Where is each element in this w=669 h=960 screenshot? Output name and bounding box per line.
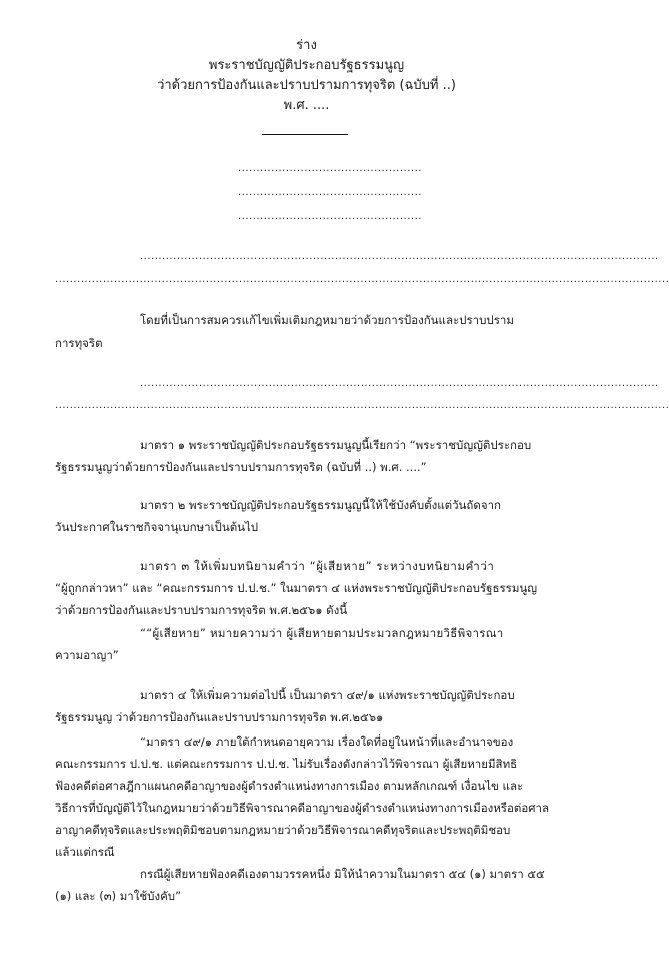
section-4-line: รัฐธรรมนูญ ว่าด้วยการป้องกันและปราบปรามการทุจริต พ.ศ.๒๕๖๑ (55, 710, 384, 724)
act-year: พ.ศ. .... (283, 98, 330, 113)
preamble-line: การทุจริต (55, 336, 103, 350)
section-49-1-line: วิธีการที่บัญญัติไว้ในกฎหมายว่าด้วยวิธีพิจารณาคดีอาญาของผู้ดำรงตำแหน่งทางการเมืองหรือต่อศาล (55, 801, 550, 815)
section-4-line: มาตรา ๔ ให้เพิ่มความต่อไปนี้ เป็นมาตรา ๔๙/๑ แห่งพระราชบัญญัติประกอบ (140, 688, 515, 702)
section-49-1-line: อาญาคดีทุจริตและประพฤติมิชอบตามกฎหมายว่าด้วยวิธีพิจารณาคดีทุจริตและประพฤติมิชอบ (55, 823, 511, 837)
dotted-line-wide: ....................................................................................................................................................................... (55, 400, 669, 411)
section-3-line: มาตรา ๓ ให้เพิ่มบทนิยามคำว่า “ผู้เสียหาย” ระหว่างบทนิยามคำว่า (140, 559, 495, 573)
definition-line: ความอาญา” (55, 648, 119, 662)
dotted-line-center: .................................................. (238, 187, 422, 198)
section-49-1-line: คณะกรรมการ ป.ป.ช. แต่คณะกรรมการ ป.ป.ช. ไม่รับเรื่องดังกล่าวไว้พิจารณา ผู้เสียหายมีสิทธิ (55, 757, 518, 771)
dotted-line-center: .................................................. (238, 211, 422, 222)
draft-label: ร่าง (296, 38, 317, 53)
dotted-line-wide: ............................................................................................................................................. (140, 251, 659, 262)
act-title: พระราชบัญญัติประกอบรัฐธรรมนูญ (208, 58, 405, 73)
section-2-line: มาตรา ๒ พระราชบัญญัติประกอบรัฐธรรมนูญนี้ให้ใช้บังคับตั้งแต่วันถัดจาก (140, 498, 501, 512)
dotted-line-center: .................................................. (238, 163, 422, 174)
preamble-line: โดยที่เป็นการสมควรแก้ไขเพิ่มเติมกฎหมายว่าด้วยการป้องกันและปราบปราม (140, 313, 514, 327)
section-49-1-line: “มาตรา ๔๙/๑ ภายใต้กำหนดอายุความ เรื่องใดที่อยู่ในหน้าที่และอำนาจของ (140, 735, 514, 749)
definition-line: ““ผู้เสียหาย” หมายความว่า ผู้เสียหายตามประมวลกฎหมายวิธีพิจารณา (140, 626, 504, 640)
section-2-line: วันประกาศในราชกิจจานุเบกษาเป็นต้นไป (55, 520, 259, 534)
section-49-1-line: แล้วแต่กรณี (55, 845, 115, 859)
act-subtitle: ว่าด้วยการป้องกันและปราบปรามการทุจริต (ฉบับที่ ..) (157, 78, 456, 93)
section-49-1-line: กรณีผู้เสียหายฟ้องคดีเองตามวรรคหนึ่ง มิให้นำความในมาตรา ๕๔ (๑) มาตรา ๕๕ (140, 867, 545, 881)
dotted-line-wide: ....................................................................................................................................................................... (55, 274, 669, 285)
section-1-line: รัฐธรรมนูญว่าด้วยการป้องกันและปราบปรามการทุจริต (ฉบับที่ ..) พ.ศ. ....” (55, 460, 427, 474)
section-49-1-line: (๑) และ (๓) มาใช้บังคับ” (55, 889, 182, 903)
section-3-line: “ผู้ถูกกล่าวหา” และ “คณะกรรมการ ป.ป.ช.” ในมาตรา ๔ แห่งพระราชบัญญัติประกอบรัฐธรรมนูญ (55, 581, 538, 595)
section-1-line: มาตรา ๑ พระราชบัญญัติประกอบรัฐธรรมนูญนี้เรียกว่า “พระราชบัญญัติประกอบ (140, 438, 532, 452)
dotted-line-wide: ............................................................................................................................................. (140, 378, 659, 389)
section-3-line: ว่าด้วยการป้องกันและปราบปรามการทุจริต พ.ศ.๒๕๖๑ ดังนี้ (55, 603, 348, 617)
section-49-1-line: ฟ้องคดีต่อศาลฎีกาแผนกคดีอาญาของผู้ดำรงตำแหน่งทางการเมือง ตามหลักเกณฑ์ เงื่อนไข และ (55, 779, 524, 793)
title-divider (262, 134, 348, 135)
